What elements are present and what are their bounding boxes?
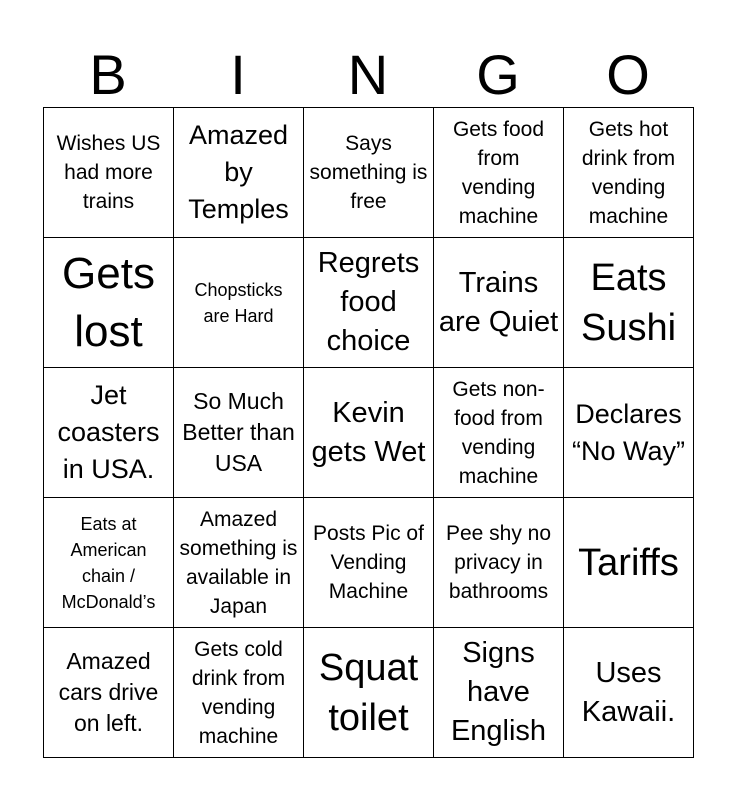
- cell-text: Gets non-food from vending machine: [452, 377, 545, 488]
- bingo-cell[interactable]: [174, 498, 304, 628]
- bingo-cell[interactable]: [44, 108, 174, 238]
- bingo-cell[interactable]: [44, 238, 174, 368]
- cell-text: Amazed cars drive on left.: [58, 648, 159, 736]
- cell-text: Regrets food choice: [317, 247, 420, 357]
- cell-text: Jet coasters in USA.: [57, 380, 160, 484]
- bingo-cell[interactable]: [434, 108, 564, 238]
- bingo-cell[interactable]: [174, 368, 304, 498]
- cell-text: Squat toilet: [318, 646, 419, 739]
- header-letter-o: O: [606, 43, 650, 106]
- bingo-cell[interactable]: [564, 628, 694, 758]
- cell-text: Amazed by Temples: [188, 120, 289, 224]
- cell-text: Declares “No Way”: [572, 398, 685, 466]
- cell-text: Gets cold drink from vending machine: [191, 637, 286, 748]
- cell-text: Uses Kawaii.: [581, 656, 676, 728]
- cell-text: Pee shy no privacy in bathrooms: [445, 522, 552, 603]
- bingo-cell[interactable]: [434, 238, 564, 368]
- bingo-cell[interactable]: [304, 238, 434, 368]
- bingo-cell[interactable]: [44, 628, 174, 758]
- bingo-cell[interactable]: [564, 238, 694, 368]
- bingo-cell[interactable]: [174, 628, 304, 758]
- header-letter-b: B: [89, 43, 127, 106]
- bingo-cell[interactable]: [304, 368, 434, 498]
- bingo-cell[interactable]: [434, 498, 564, 628]
- cell-text: Gets lost: [62, 248, 155, 356]
- bingo-cell[interactable]: [564, 108, 694, 238]
- header-letter-i: I: [230, 43, 246, 106]
- cell-text: Tariffs: [578, 541, 679, 584]
- header-letter-n: N: [347, 43, 389, 106]
- cell-text: Trains are Quiet: [438, 266, 559, 338]
- bingo-cell[interactable]: [44, 498, 174, 628]
- cell-text: Eats at American chain / McDonald’s: [61, 513, 156, 612]
- bingo-cell[interactable]: [434, 628, 564, 758]
- cell-text: Amazed something is available in Japan: [179, 507, 298, 618]
- bingo-cell[interactable]: [434, 368, 564, 498]
- cell-text: Gets hot drink from vending machine: [581, 117, 676, 228]
- cell-text: Says something is free: [309, 132, 428, 213]
- cell-text: Chopsticks are Hard: [194, 279, 283, 326]
- bingo-grid: [43, 107, 694, 758]
- cell-text: Wishes US had more trains: [56, 132, 161, 213]
- cell-text: Gets food from vending machine: [452, 117, 545, 228]
- cell-text: Kevin gets Wet: [311, 396, 426, 468]
- bingo-cell[interactable]: [564, 498, 694, 628]
- bingo-cell[interactable]: [174, 238, 304, 368]
- header-letter-g: G: [476, 43, 520, 106]
- cell-text: Eats Sushi: [580, 256, 677, 349]
- cell-text: Signs have English: [450, 637, 547, 747]
- cell-text: So Much Better than USA: [182, 388, 295, 476]
- bingo-cell[interactable]: [304, 108, 434, 238]
- bingo-cell[interactable]: [174, 108, 304, 238]
- bingo-cell[interactable]: [304, 498, 434, 628]
- bingo-cell[interactable]: [564, 368, 694, 498]
- cell-text: Posts Pic of Vending Machine: [313, 522, 424, 603]
- bingo-cell[interactable]: [304, 628, 434, 758]
- bingo-cell[interactable]: [44, 368, 174, 498]
- bingo-header: [43, 40, 693, 110]
